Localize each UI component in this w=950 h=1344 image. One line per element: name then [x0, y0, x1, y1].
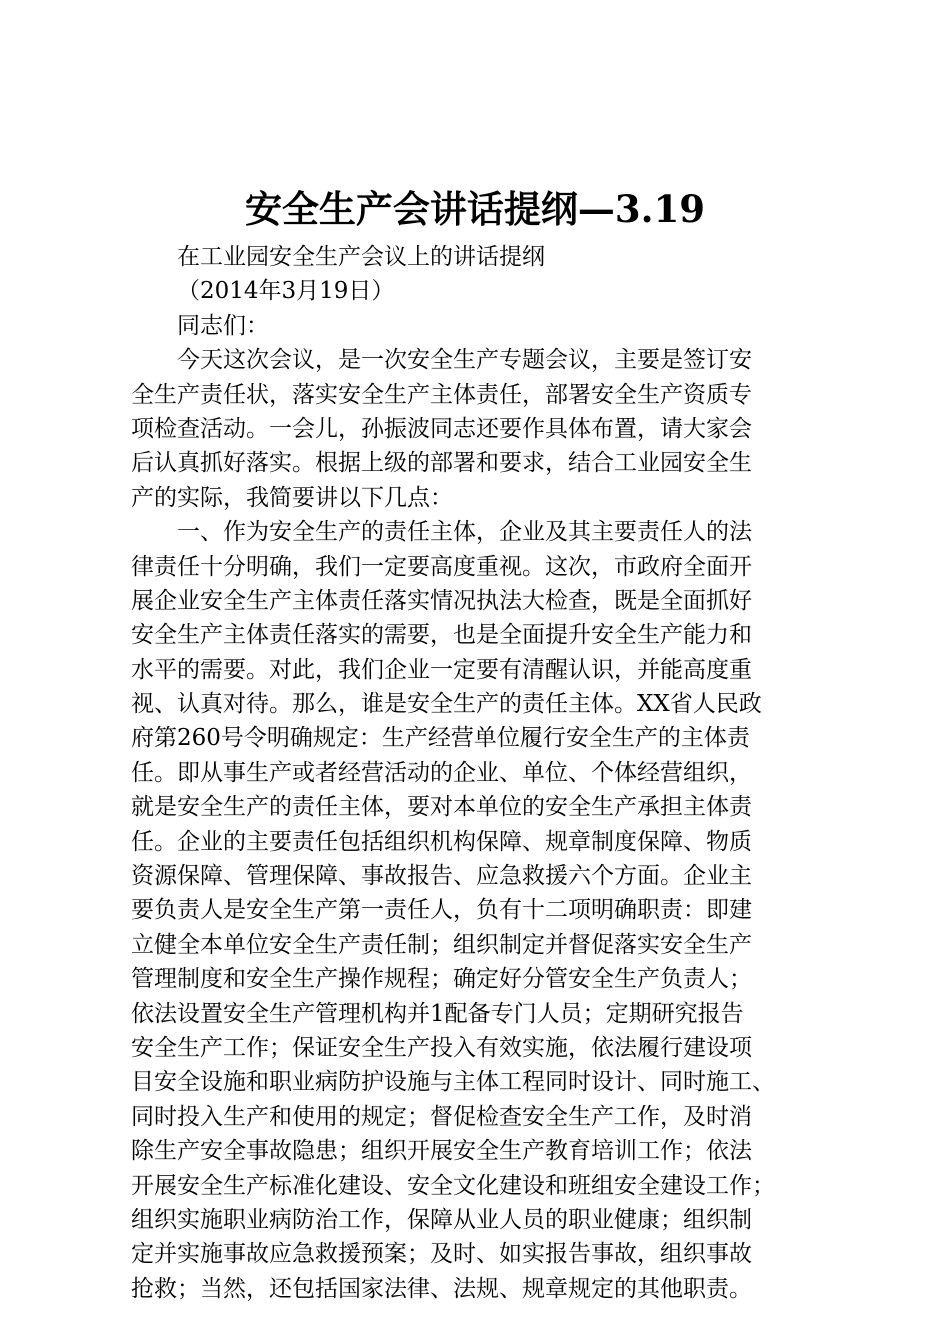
body-line: 展企业安全生产主体责任落实情况执法大检查，既是全面抓好 [131, 587, 752, 614]
body-line: 定并实施事故应急救援预案；及时、如实报告事故，组织事故 [131, 1241, 752, 1268]
body-line: 管理制度和安全生产操作规程；确定好分管安全生产负责人； [131, 966, 752, 993]
body-line: 同志们： [177, 312, 269, 339]
body-line: 就是安全生产的责任主体，要对本单位的安全生产承担主体责 [131, 794, 752, 821]
body-line: （2014年3月19日） [177, 278, 395, 305]
body-line: 全生产责任状，落实安全生产主体责任，部署安全生产资质专 [131, 381, 752, 408]
body-line: 目安全设施和职业病防护设施与主体工程同时设计、同时施工、 [131, 1069, 775, 1096]
body-line: 一、作为安全生产的责任主体，企业及其主要责任人的法 [177, 519, 752, 546]
body-line: 资源保障、管理保障、事故报告、应急救援六个方面。企业主 [131, 863, 752, 890]
body-line: 开展安全生产标准化建设、安全文化建设和班组安全建设工作； [131, 1172, 775, 1199]
body-line: 项检查活动。一会儿，孙振波同志还要作具体布置，请大家会 [131, 415, 752, 442]
body-line: 产的实际，我简要讲以下几点： [131, 484, 453, 511]
body-line: 立健全本单位安全生产责任制；组织制定并督促落实安全生产 [131, 931, 752, 958]
body-line: 要负责人是安全生产第一责任人，负有十二项明确职责：即建 [131, 897, 752, 924]
body-line: 水平的需要。对此，我们企业一定要有清醒认识，并能高度重 [131, 656, 752, 683]
body-line: 今天这次会议，是一次安全生产专题会议，主要是签订安 [177, 347, 752, 374]
body-line: 府第260号令明确规定：生产经营单位履行安全生产的主体责 [131, 725, 750, 752]
body-line: 组织实施职业病防治工作，保障从业人员的职业健康；组织制 [131, 1206, 752, 1233]
body-line: 律责任十分明确，我们一定要高度重视。这次，市政府全面开 [131, 553, 752, 580]
body-line: 在工业园安全生产会议上的讲话提纲 [177, 244, 545, 270]
body-line: 后认真抓好落实。根据上级的部署和要求，结合工业园安全生 [131, 450, 752, 477]
body-line: 任。企业的主要责任包括组织机构保障、规章制度保障、物质 [131, 828, 752, 855]
body-line: 安全生产工作；保证安全生产投入有效实施，依法履行建设项 [131, 1034, 752, 1061]
body-line: 依法设置安全生产管理机构并1配备专门人员；定期研究报告 [131, 1000, 744, 1027]
body-line: 除生产安全事故隐患；组织开展安全生产教育培训工作；依法 [131, 1138, 752, 1165]
body-line: 同时投入生产和使用的规定；督促检查安全生产工作，及时消 [131, 1103, 752, 1130]
body-line: 安全生产主体责任落实的需要，也是全面提升安全生产能力和 [131, 622, 752, 649]
body-line: 任。即从事生产或者经营活动的企业、单位、个体经营组织， [131, 759, 752, 786]
document-title: 安全生产会讲话提纲—3.19 [244, 187, 706, 231]
body-line: 视、认真对待。那么，谁是安全生产的责任主体。XX省人民政 [131, 691, 762, 718]
body-line: 抢救；当然，还包括国家法律、法规、规章规定的其他职责。 [131, 1275, 752, 1302]
document-body [131, 240, 831, 1306]
